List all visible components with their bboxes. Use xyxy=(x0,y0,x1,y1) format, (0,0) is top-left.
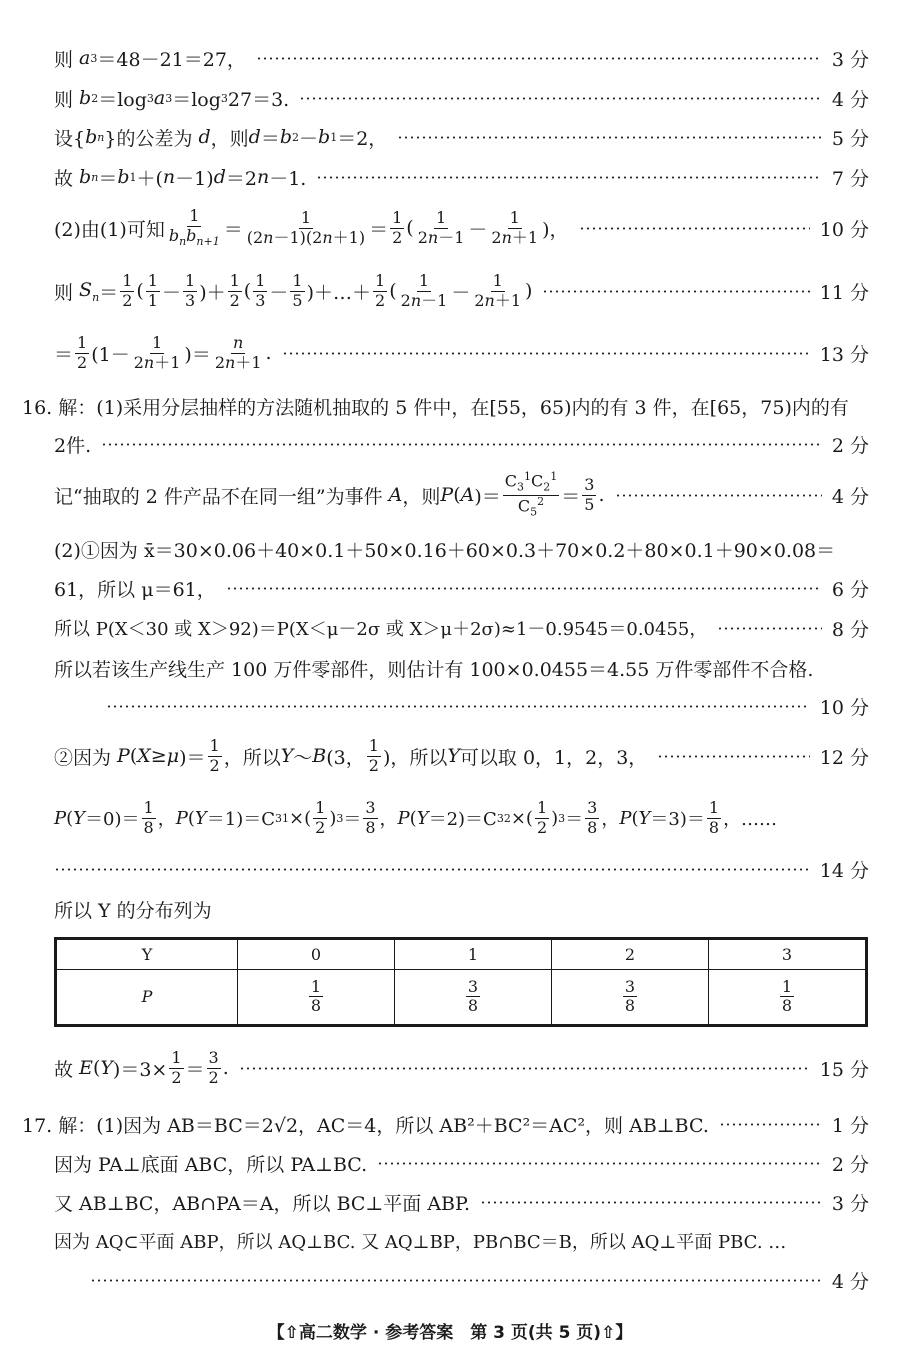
answer-line: 61，所以 μ＝61， 6 分 xyxy=(0,570,900,606)
table-cell: 0 xyxy=(238,940,395,970)
answer-line: 又 AB⊥BC，AB∩PA＝A，所以 BC⊥平面 ABP. 3 分 xyxy=(0,1184,900,1220)
table-row xyxy=(57,940,866,970)
answer-line: (2)由(1)可知 $\frac{1}{b_nb_{n+1}}$ ＝ $\frac{1}{(2n-1)(2n+1)}$ ＝ $\frac{1}{2}$ ( $\frac{1}{2n-1}$ － $\frac{1}{2n+1}$ )， 10 分 xyxy=(54,206,869,248)
answer-line xyxy=(0,1262,900,1298)
score-label: 10 分 xyxy=(819,696,869,719)
answer-line: 所以 P(X＜30 或 X＞92)＝P(X＜μ－2σ 或 X＞μ＋2σ)≈1－0.9545＝0.0455， 8 分 xyxy=(0,610,900,646)
answer-line: 则 a 3 ＝48－21＝27， 3 分 xyxy=(0,40,900,76)
score-label: 10 分 xyxy=(819,218,869,241)
score-label: 3 分 xyxy=(831,1192,869,1215)
table-cell: $\frac{1}{8}$ xyxy=(238,969,395,1024)
table-cell: $\frac{1}{8}$ xyxy=(709,969,866,1024)
question-16-header: 16. 解：(1)采用分层抽样的方法随机抽取的 5 件中，在[55，65)内的有 3 件，在[65，75)内的有 xyxy=(22,396,849,419)
question-17-header: 17. 解：(1)因为 AB＝BC＝2√2，AC＝4，所以 AB²＋BC²＝AC²，则 AB⊥BC. 1 分 xyxy=(0,1106,900,1142)
table-cell: P xyxy=(57,969,238,1024)
answer-line: 所以 Y 的分布列为 xyxy=(54,899,212,922)
score-label: 14 分 xyxy=(819,859,869,882)
score-label: 13 分 xyxy=(819,343,869,366)
score-label: 4 分 xyxy=(831,1270,869,1293)
score-label: 5 分 xyxy=(831,127,869,150)
table-cell: Y xyxy=(57,940,238,970)
answer-line: 设{ b n }的公差为 d ，则 d ＝ b 2 － b 1 ＝2， 5 分 xyxy=(0,119,900,155)
score-label: 3 分 xyxy=(831,48,869,71)
score-label: 4 分 xyxy=(831,88,869,111)
answer-line: ＝ $\frac{1}{2}$ (1－ $\frac{1}{2n+1}$ )＝ $\frac{n}{2n+1}$ . 13 分 xyxy=(54,333,869,372)
answer-line: 记“抽取的 2 件产品不在同一组”为事件 A ，则 P ( A )＝ $\frac{C_3^1C_2^1}{C_5^2}$ ＝ $\frac{3}{5}$ . 4 分 xyxy=(54,470,869,519)
score-label: 2 分 xyxy=(831,434,869,457)
answer-line: (2)①因为 x̄＝30×0.06＋40×0.1＋50×0.16＋60×0.3＋70×0.2＋80×0.1＋90×0.08＝ xyxy=(54,539,836,562)
table-cell: $\frac{3}{8}$ xyxy=(395,969,552,1024)
table-row xyxy=(57,969,866,1024)
answer-line: 因为 AQ⊂平面 ABP，所以 AQ⊥BC. 又 AQ⊥BP，PB∩BC＝B，所以 AQ⊥平面 PBC. … xyxy=(54,1232,787,1253)
score-label: 1 分 xyxy=(831,1114,869,1137)
score-label: 4 分 xyxy=(831,485,869,508)
answer-line: 则 b 2 ＝log 3 a 3 ＝log 3 27＝3. 4 分 xyxy=(0,80,900,116)
answer-line: 因为 PA⊥底面 ABC，所以 PA⊥BC. 2 分 xyxy=(0,1145,900,1181)
score-label: 7 分 xyxy=(831,167,869,190)
answer-line: ②因为 P ( X ≥ μ )＝ $\frac{1}{2}$ ，所以 Y ～ B (3， $\frac{1}{2}$ )，所以 Y 可以取 0，1，2，3， 12 分 xyxy=(54,736,869,775)
distribution-table xyxy=(54,937,868,1027)
score-label: 15 分 xyxy=(819,1058,869,1081)
answer-line xyxy=(0,688,900,724)
answer-line: 则 $S_n$ ＝ $\frac{1}{2}$ ( $\frac{1}{1}$ － $\frac{1}{3}$ )＋ $\frac{1}{2}$ ( $\frac{1}{3}$ － $\frac{1}{5}$ )＋…＋ $\frac{1}{2}$ ( $\frac{1}{2n-1}$ － $\frac{1}{2n+1}$ ) 11 分 xyxy=(54,271,869,310)
answer-line: 故 E ( Y )＝3× $\frac{1}{2}$ ＝ $\frac{3}{2}$ . 15 分 xyxy=(54,1048,869,1087)
answer-line: 所以若该生产线生产 100 万件零部件，则估计有 100×0.0455＝4.55 万件零部件不合格. xyxy=(54,658,814,681)
answer-line: 故 b n ＝ b 1 ＋( n －1) d ＝2 n －1. 7 分 xyxy=(0,159,900,195)
answer-line xyxy=(0,851,900,887)
score-label: 8 分 xyxy=(831,618,869,641)
score-label: 6 分 xyxy=(831,578,869,601)
table-cell: 3 xyxy=(709,940,866,970)
page-footer: 【⇧高二数学 · 参考答案 第 3 页(共 5 页)⇧】 xyxy=(267,1322,633,1343)
score-label: 12 分 xyxy=(819,746,869,769)
table-cell: 1 xyxy=(395,940,552,970)
table-cell: 2 xyxy=(552,940,709,970)
answer-line: 2件. 2 分 xyxy=(0,426,900,462)
score-label: 2 分 xyxy=(831,1153,869,1176)
answer-line: P ( Y ＝0)＝ $\frac{1}{8}$ ， P ( Y ＝1)＝C 3 1 ×( $\frac{1}{2}$ ) 3 ＝ $\frac{3}{8}$ ， P ( Y ＝2)＝C 3 2 ×( $\frac{1}{2}$ ) 3 ＝ $\frac{3}{8}$ ， P ( Y ＝3)＝ $\frac{1}{8}$ ，…… xyxy=(54,798,778,837)
table-cell: $\frac{3}{8}$ xyxy=(552,969,709,1024)
score-label: 11 分 xyxy=(819,281,869,304)
